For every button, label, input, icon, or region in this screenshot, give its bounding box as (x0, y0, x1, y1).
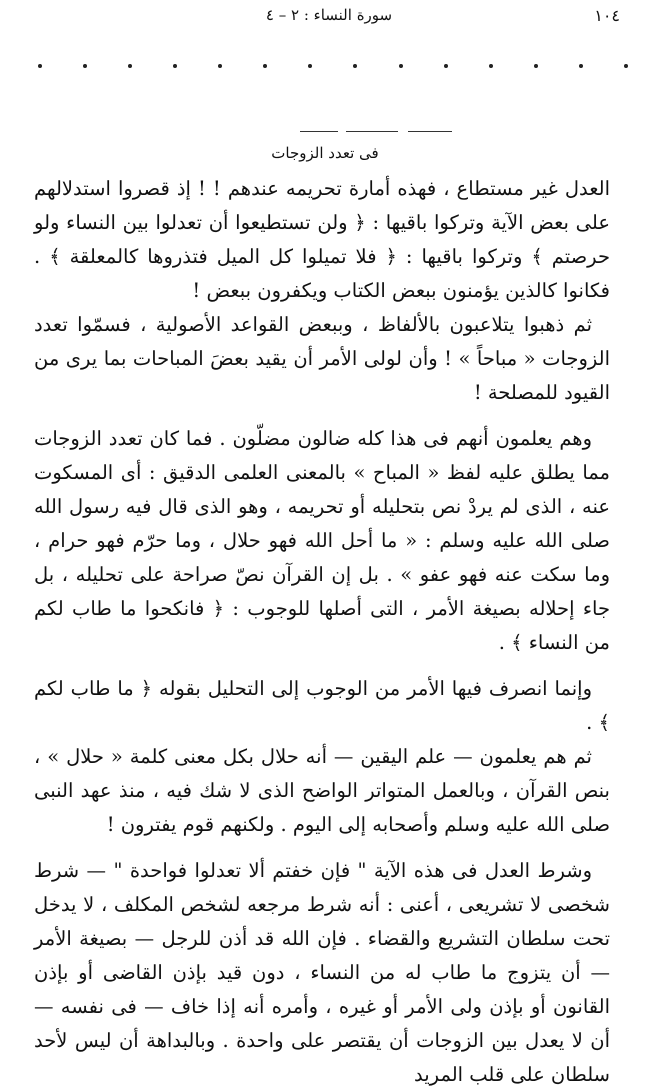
separator-dot (308, 64, 312, 68)
separator-dot (218, 64, 222, 68)
paragraph: العدل غير مستطاع ، فهذه أمارة تحريمه عندهم ! ! إذ قصروا استدلالهم على بعض الآية وتركوا باقيها : ﴿ ولن تستطيعوا أن تعدلوا بين النساء ولو حرصتم ﴾ وتركوا باقيها : ﴿ فلا تميلوا كل الميل فتذروها كالمعلقة ﴾ . فكانوا كالذين يؤمنون ببعض الكتاب ويكفرون ببعض ! (34, 177, 610, 302)
paragraph: ثم ذهبوا يتلاعبون بالألفاظ ، وببعض القواعد الأصولية ، فسمّوا تعدد الزوجات « مباحاً » ! وأن لولى الأمر أن يقيد بعضَ المباحات بما يرى من القيود للمصلحة ! (34, 313, 610, 404)
separator-dot (38, 64, 42, 68)
separator-dot (353, 64, 357, 68)
separator-dot (534, 64, 538, 68)
page-body (34, 172, 610, 1092)
separator-dot (444, 64, 448, 68)
separator-dot (173, 64, 177, 68)
rule-segment (408, 131, 452, 132)
separator-dot (263, 64, 267, 68)
dotted-separator (38, 56, 628, 76)
paragraph: ثم هم يعلمون — علم اليقين — أنه حلال بكل معنى كلمة « حلال » ، بنص القرآن ، وبالعمل المتواتر الواضح الذى لا شك فيه ، منذ عهد النبى صلى الله عليه وسلم وأصحابه إلى اليوم . ولكنهم قوم يفترون ! (34, 745, 610, 836)
page-number: ١٠٤ (594, 6, 620, 25)
surah-title: سورة النساء : ٢ – ٤ (265, 6, 393, 24)
paragraph: وإنما انصرف فيها الأمر من الوجوب إلى التحليل بقوله ﴿ ما طاب لكم ﴾ . (34, 677, 610, 734)
running-header (38, 2, 620, 32)
rule-segment (300, 131, 338, 132)
paragraph: وشرط العدل فى هذه الآية " فإن خفتم ألا تعدلوا فواحدة " — شرط شخصى لا تشريعى ، أعنى : أنه شرط مرجعه لشخص المكلف ، لا يدخل تحت سلطان التشريع والقضاء . فإن الله قد أذن للرجل — بصيغة الأمر — أن يتزوج ما طاب له من النساء ، دون قيد بإذن القاضى أو بإذن القانون أو بإذن ولى الأمر أو غيره ، وأمره أنه إذا خاف — فى نفسه — أن لا يعدل بين الزوجات أن يقتصر على واحدة . وبالبداهة أن ليس لأحد سلطان على قلب المريد (34, 859, 610, 1086)
separator-dot (399, 64, 403, 68)
separator-dot (128, 64, 132, 68)
separator-dot (83, 64, 87, 68)
rule-segment (346, 131, 398, 132)
separator-dot (579, 64, 583, 68)
separator-dot (489, 64, 493, 68)
section-rule (300, 129, 520, 133)
paragraph: وهم يعلمون أنهم فى هذا كله ضالون مضلّون . فما كان تعدد الزوجات مما يطلق عليه لفظ « المباح » بالمعنى العلمى الدقيق : أى المسكوت عنه ، الذى لم يردْ نص بتحليله أو تحريمه ، وهو الذى قال فيه رسول الله صلى الله عليه وسلم : « ما أحل الله فهو حلال ، وما حرّم فهو حرام ، وما سكت عنه فهو عفو » . بل إن القرآن نصّ صراحة على تحليله ، بل جاء إحلاله بصيغة الأمر ، التى أصلها للوجوب : ﴿ فانكحوا ما طاب لكم من النساء ﴾ . (34, 427, 610, 654)
section-title: فى تعدد الزوجات (271, 144, 379, 162)
separator-dot (624, 64, 628, 68)
